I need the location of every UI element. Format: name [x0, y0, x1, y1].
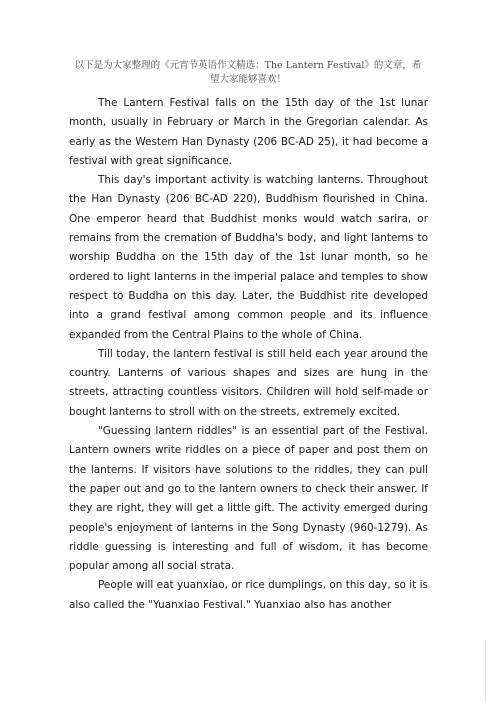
paragraph-1: The Lantern Festival falls on the 15th day of the 1st lunar month, usually in February or March in the Gregorian calendar. As early as the Western Han Dynasty (206 BC-AD 25), it had become a festival with great significance.: [69, 97, 428, 167]
page-edge-divider: [485, 640, 486, 702]
intro-text: 以下是为大家整理的《元宵节英语作文精选：The Lantern Festival》的文章，希望大家能够喜欢！: [74, 60, 422, 85]
paragraph-2: This day's important activity is watching lanterns. Throughout the Han Dynasty (206 BC-AD 220), Buddhism flourished in China. One emperor heard that Buddhist monks would watch sarira, or remains from the cremation of Buddha's body, and light lanterns to worship Buddha on the 15th day of the 1st lunar month, so he ordered to light lanterns in the imperial palace and temples to show respect to Buddha on this day. Later, the Buddhist rite developed into a grand festival among common people and its influence expanded from the Central Plains to the whole of China.: [69, 174, 428, 341]
paragraph-3: Till today, the lantern festival is still held each year around the country. Lanterns of various shapes and sizes are hung in the streets, attracting countless visitors. Children will hold self-made or bought lanterns to stroll with on the streets, extremely excited.: [69, 347, 428, 418]
article-body: [69, 94, 428, 615]
paragraph-4: "Guessing lantern riddles" is an essential part of the Festival. Lantern owners write riddles on a piece of paper and post them on the lanterns. If visitors have solutions to the riddles, they can pull the paper out and go to the lantern owners to check their answer. If they are right, they will get a little gift. The activity emerged during people's enjoyment of lanterns in the Song Dynasty (960-1279). As riddle guessing is interesting and full of wisdom, it has become popular among all social strata.: [69, 425, 428, 573]
paragraph-5: People will eat yuanxiao, or rice dumplings, on this day, so it is also called the "Yuanxiao Festival." Yuanxiao also has another: [69, 579, 428, 611]
